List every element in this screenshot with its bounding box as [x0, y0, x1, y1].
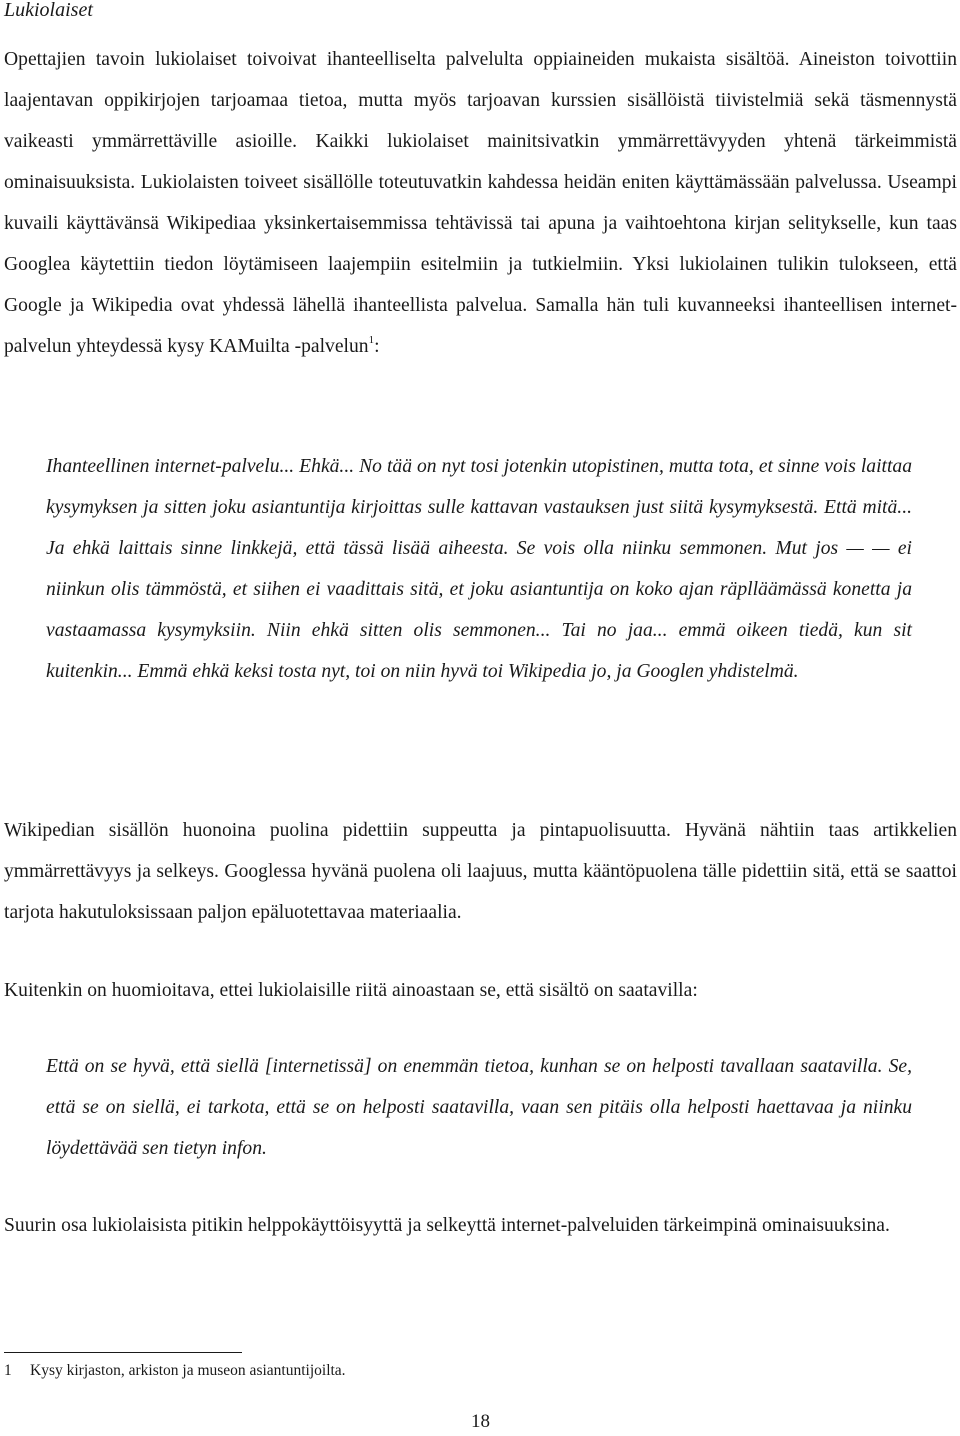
- paragraph-intro-end: :: [374, 336, 380, 357]
- page-number: 18: [471, 1411, 490, 1432]
- paragraph-availability: Kuitenkin on huomioitava, ettei lukiolaisille riitä ainoastaan se, että sisältö on saatavilla:: [4, 980, 698, 1001]
- section-heading: Lukiolaiset: [4, 0, 93, 21]
- footnote-text: Kysy kirjaston, arkiston ja museon asiantuntijoilta.: [30, 1362, 346, 1379]
- footnote-divider: [4, 1352, 242, 1353]
- paragraph-usability: Suurin osa lukiolaisista pitikin helppokäyttöisyyttä ja selkeyttä internet-palveluiden tärkeimpinä ominaisuuksina.: [4, 1215, 890, 1236]
- interview-quote-1: Ihanteellinen internet-palvelu... Ehkä... No tää on nyt tosi jotenkin utopistinen, mutta tota, et sinne vois laittaa kysymyksen ja sitten joku asiantuntija kirjoittas sulle kattavan vastauksen just siitä kysymyksestä. Että mitä... Ja ehkä laittais sinne linkkejä, että tässä lisää aiheesta. Se vois olla niinku semmonen. Mut jos — — ei niinkun olis tämmöstä, et siihen ei vaadittais sitä, et joku asiantuntija on koko ajan räplläämässä konetta ja vastaamassa kysymyksiin. Niin ehkä sitten olis semmonen... Tai no jaa... emmä oikeen tiedä, kun sit kuitenkin... Emmä ehkä keksi tosta nyt, toi on niin hyvä toi Wikipedia jo, ja Googlen yhdistelmä.: [46, 456, 912, 682]
- footnote-number: 1: [4, 1362, 12, 1379]
- paragraph-intro-text: Opettajien tavoin lukiolaiset toivoivat ihanteelliselta palvelulta oppiaineiden mukaista sisältöä. Aineiston toivottiin laajentavan oppikirjojen tarjoamaa tietoa, mutta myös tarjoavan kurssien sisällöistä tiivistelmiä sekä täsmennystä vaikeasti ymmärrettäville asioille. Kaikki lukiolaiset mainitsivatkin ymmärrettävyyden yhtenä tärkeimmistä ominaisuuksista. Lukiolaisten toiveet sisällölle toteutuvatkin kahdessa heidän eniten käyttämässään palvelussa. Useampi kuvaili käyttävänsä Wikipediaa yksinkertaisemmissa tehtävissä tai apuna ja vaihtoehtona kirjan selitykselle, kun taas Googlea käytettiin tiedon löytämiseen laajempiin esitelmiin ja tutkielmiin. Yksi lukiolainen tulikin tulokseen, että Google ja Wikipedia ovat yhdessä lähellä ihanteellista palvelua. Samalla hän tuli kuvanneeksi ihanteellisen internet-palvelun yhteydessä kysy KAMuilta -palvelun: [4, 49, 957, 357]
- paragraph-wikipedia-google: Wikipedian sisällön huonoina puolina pidettiin suppeutta ja pintapuolisuutta. Hyvänä nähtiin taas artikkelien ymmärrettävyys ja selkeys. Googlessa hyvänä puolena oli laajuus, mutta kääntöpuolena tälle pidettiin sitä, että se saattoi tarjota hakutuloksissaan paljon epäluotettavaa materiaalia.: [4, 820, 957, 923]
- interview-quote-2: Että on se hyvä, että siellä [internetissä] on enemmän tietoa, kunhan se on helposti tavallaan saatavilla. Se, että se on siellä, ei tarkota, että se on helposti saatavilla, vaan sen pitäis olla helposti haettavaa ja niinku löydettävää sen tietyn infon.: [46, 1056, 912, 1159]
- paragraph-intro: [4, 39, 957, 367]
- footnote-reference[interactable]: 1: [368, 334, 375, 346]
- footnote: [4, 1360, 346, 1382]
